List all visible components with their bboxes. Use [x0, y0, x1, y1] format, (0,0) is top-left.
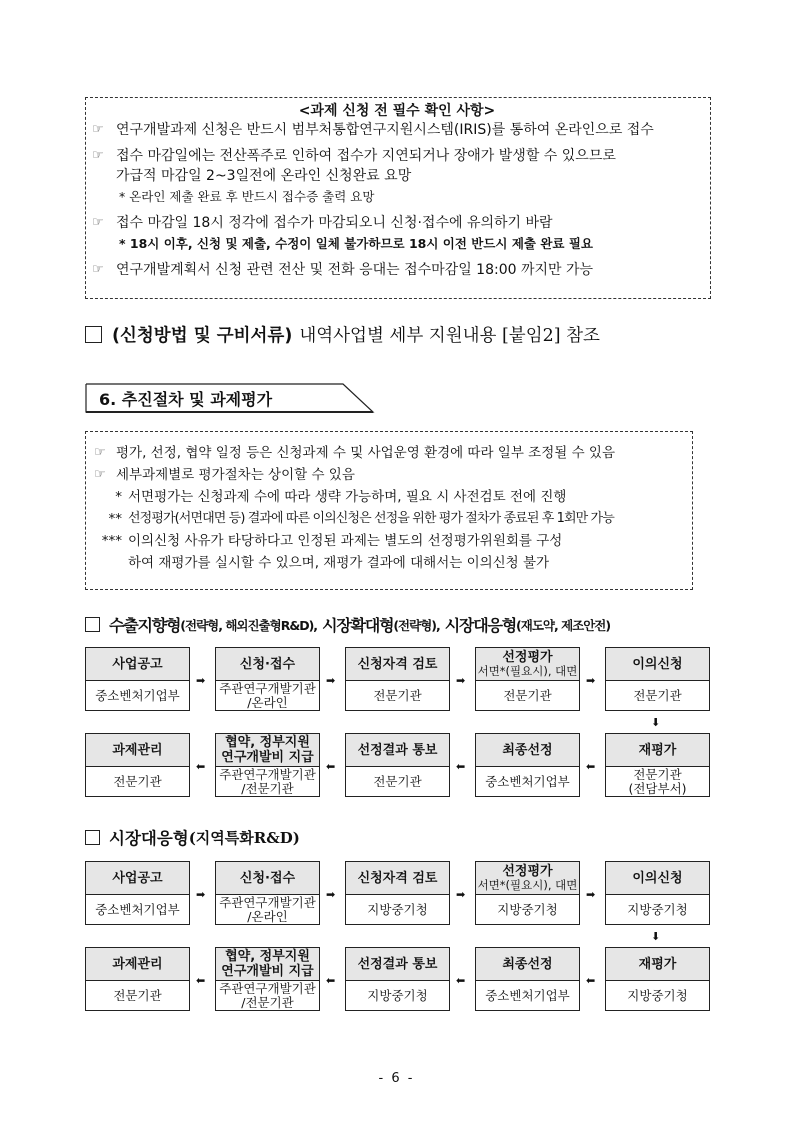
- step-owner: 주관연구개발기관 /온라인: [219, 681, 316, 710]
- flow1-heading-c-sub: (재도약, 제조안전): [516, 617, 611, 633]
- notice-title: <과제 신청 전 필수 확인 사항>: [298, 103, 496, 119]
- flow1-heading: [85, 613, 610, 636]
- arrow-right-icon: ➡: [326, 674, 336, 687]
- apply-method-text: 내역사업별 세부 지원내용 [붙임2] 참조: [299, 326, 600, 346]
- square-bullet-icon: [85, 326, 102, 343]
- step-title: 최종선정: [476, 948, 579, 981]
- flow-step-objection: [605, 861, 710, 925]
- step-owner: 주관연구개발기관 /전문기관: [219, 981, 316, 1010]
- process-item: [94, 464, 684, 486]
- step-title: 사업공고: [86, 862, 189, 895]
- process-text: 세부과제별로 평가절차는 상이할 수 있음: [116, 467, 355, 483]
- notice-item: [92, 213, 702, 233]
- flow2-heading-sub: (지역특화R&D): [188, 828, 300, 847]
- square-bullet-icon: [85, 830, 100, 845]
- step-owner: 전문기관: [113, 774, 162, 789]
- step-title: 재평가: [606, 948, 709, 981]
- flow2-chart: [85, 861, 710, 1016]
- step-owner: 중소벤처기업부: [485, 988, 570, 1003]
- note-text: 선정평가(서면대면 등) 결과에 따른 이의신청은 선정을 위한 평가 절차가 종료된 후 1회만 가능: [128, 511, 614, 526]
- pointing-hand-icon: ☞: [94, 467, 106, 482]
- arrow-right-icon: ➡: [326, 888, 336, 901]
- flow-step-re-evaluation: [605, 947, 710, 1011]
- note-text: 이의신청 사유가 타당하다고 인정된 과제는 별도의 선정평가위원회를 구성: [128, 533, 563, 549]
- flow-step-re-evaluation: [605, 733, 710, 797]
- note-text-continued: 하여 재평가를 실시할 수 있으며, 재평가 결과에 대해서는 이의신청 불가: [128, 555, 550, 571]
- flow1-heading-b-sub: (전략형),: [393, 617, 440, 633]
- arrow-left-icon: ⬅: [586, 760, 596, 773]
- flow-step-application: [215, 647, 320, 711]
- square-bullet-icon: [85, 617, 100, 632]
- step-owner: 전문기관: [373, 774, 422, 789]
- notice-box: [85, 97, 711, 299]
- note-text: 서면평가는 신청과제 수에 따라 생략 가능하며, 필요 시 사전검토 전에 진행: [128, 489, 567, 505]
- arrow-left-icon: ⬅: [196, 760, 206, 773]
- arrow-right-icon: ➡: [196, 888, 206, 901]
- process-item: [94, 442, 684, 464]
- notice-subnote-bold: * 18시 이후, 신청 및 제출, 수정이 일체 불가하므로 18시 이전 반드시 제출 완료 필요: [119, 236, 594, 251]
- arrow-left-icon: ⬅: [456, 760, 466, 773]
- step-title: 이의신청: [606, 648, 709, 681]
- flow-step-eligibility-review: [345, 861, 450, 925]
- flow-step-announcement: [85, 861, 190, 925]
- arrow-left-icon: ⬅: [326, 974, 336, 987]
- step-title: 이의신청: [606, 862, 709, 895]
- arrow-right-icon: ➡: [456, 674, 466, 687]
- flow1-heading-a: 수출지향형: [109, 616, 181, 635]
- step-owner: 전문기관: [503, 688, 552, 703]
- notice-text: 연구개발과제 신청은 반드시 범부처통합연구지원시스템(IRIS)를 통하여 온라인으로 접수: [116, 122, 654, 138]
- step-owner: 전문기관: [373, 688, 422, 703]
- step-title: 신청자격 검토: [346, 648, 449, 681]
- flow1-heading-c: 시장대응형: [444, 616, 517, 635]
- flow1-heading-a-sub: (전략형, 해외진출형R&D),: [180, 617, 318, 633]
- note-mark: **: [108, 511, 122, 527]
- flow-step-project-management: [85, 733, 190, 797]
- step-owner: 주관연구개발기관 /전문기관: [219, 767, 316, 796]
- step-title: 재평가: [606, 734, 709, 767]
- flow-step-final-selection: [475, 947, 580, 1011]
- arrow-right-icon: ➡: [586, 674, 596, 687]
- step-title: 협약, 정부지원 연구개발비 지급: [216, 734, 319, 767]
- flow-step-final-selection: [475, 733, 580, 797]
- flow2-heading: [85, 825, 300, 849]
- step-title: 협약, 정부지원 연구개발비 지급: [216, 948, 319, 981]
- step-owner: 중소벤처기업부: [95, 688, 180, 703]
- step-owner: 중소벤처기업부: [485, 774, 570, 789]
- notice-item: [92, 120, 702, 140]
- flow-step-agreement-funding: [215, 947, 320, 1011]
- pointing-hand-icon: ☞: [92, 262, 104, 277]
- pointing-hand-icon: ☞: [92, 215, 104, 230]
- process-notes-box: [85, 431, 693, 590]
- notice-text: 접수 마감일 18시 정각에 접수가 마감되오니 신청·접수에 유의하기 바람: [116, 215, 553, 231]
- flow-step-application: [215, 861, 320, 925]
- flow-step-result-notice: [345, 947, 450, 1011]
- notice-item: [92, 260, 702, 280]
- pointing-hand-icon: ☞: [92, 122, 104, 137]
- step-title: 선정결과 통보: [346, 734, 449, 767]
- arrow-down-icon: ⬇: [651, 930, 661, 943]
- step-title: 선정결과 통보: [346, 948, 449, 981]
- flow-step-selection-evaluation: [475, 647, 580, 711]
- flow1-heading-b: 시장확대형: [322, 616, 394, 635]
- step-title: 신청·접수: [216, 648, 319, 681]
- flow-step-objection: [605, 647, 710, 711]
- notice-text-continued: 가급적 마감일 2~3일전에 온라인 신청완료 요망: [116, 168, 412, 184]
- arrow-right-icon: ➡: [196, 674, 206, 687]
- step-owner: 전문기관 (전담부서): [628, 767, 687, 796]
- page-number: - 6 -: [378, 1071, 415, 1086]
- note-mark: *: [115, 489, 122, 505]
- flow1-chart: [85, 647, 710, 802]
- process-note: [94, 508, 684, 530]
- arrow-left-icon: ⬅: [326, 760, 336, 773]
- apply-method-label: (신청방법 및 구비서류): [112, 326, 293, 346]
- note-mark: ***: [101, 533, 122, 549]
- step-owner: 지방중기청: [367, 902, 428, 917]
- step-owner: 지방중기청: [627, 902, 688, 917]
- step-owner: 지방중기청: [627, 988, 688, 1003]
- flow-step-project-management: [85, 947, 190, 1011]
- step-title: 선정평가 서면*(필요시), 대면: [476, 862, 579, 895]
- process-text: 평가, 선정, 협약 일정 등은 신청과제 수 및 사업운영 환경에 따라 일부 조정될 수 있음: [116, 445, 616, 461]
- arrow-left-icon: ⬅: [586, 974, 596, 987]
- flow-step-eligibility-review: [345, 647, 450, 711]
- arrow-down-icon: ⬇: [651, 716, 661, 729]
- step-owner: 지방중기청: [367, 988, 428, 1003]
- process-note: [94, 486, 684, 508]
- process-note: [94, 530, 684, 552]
- arrow-right-icon: ➡: [586, 888, 596, 901]
- flow2-heading-main: 시장대응형: [109, 829, 189, 848]
- flow-step-announcement: [85, 647, 190, 711]
- step-owner: 지방중기청: [497, 902, 558, 917]
- flow-step-agreement-funding: [215, 733, 320, 797]
- step-title: 과제관리: [86, 734, 189, 767]
- notice-text: 접수 마감일에는 전산폭주로 인하여 접수가 지연되거나 장애가 발생할 수 있으므로: [116, 148, 616, 164]
- apply-method-line: [85, 322, 600, 347]
- step-title: 신청·접수: [216, 862, 319, 895]
- notice-subnote: * 온라인 제출 완료 후 반드시 접수증 출력 요망: [119, 189, 375, 204]
- pointing-hand-icon: ☞: [92, 148, 104, 163]
- step-title: 선정평가 서면*(필요시), 대면: [476, 648, 579, 681]
- step-owner: 전문기관: [113, 988, 162, 1003]
- pointing-hand-icon: ☞: [94, 445, 106, 460]
- step-title: 신청자격 검토: [346, 862, 449, 895]
- step-owner: 주관연구개발기관 /온라인: [219, 895, 316, 924]
- arrow-left-icon: ⬅: [456, 974, 466, 987]
- flow-step-selection-evaluation: [475, 861, 580, 925]
- step-owner: 중소벤처기업부: [95, 902, 180, 917]
- step-title: 과제관리: [86, 948, 189, 981]
- section-header: [85, 383, 375, 413]
- arrow-left-icon: ⬅: [196, 974, 206, 987]
- flow-step-result-notice: [345, 733, 450, 797]
- section-title: 6. 추진절차 및 과제평가: [99, 390, 273, 409]
- step-title: 최종선정: [476, 734, 579, 767]
- notice-text: 연구개발계획서 신청 관련 전산 및 전화 응대는 접수마감일 18:00 까지만 가능: [116, 262, 594, 278]
- step-title: 사업공고: [86, 648, 189, 681]
- arrow-right-icon: ➡: [456, 888, 466, 901]
- step-owner: 전문기관: [633, 688, 682, 703]
- notice-item: [92, 146, 702, 166]
